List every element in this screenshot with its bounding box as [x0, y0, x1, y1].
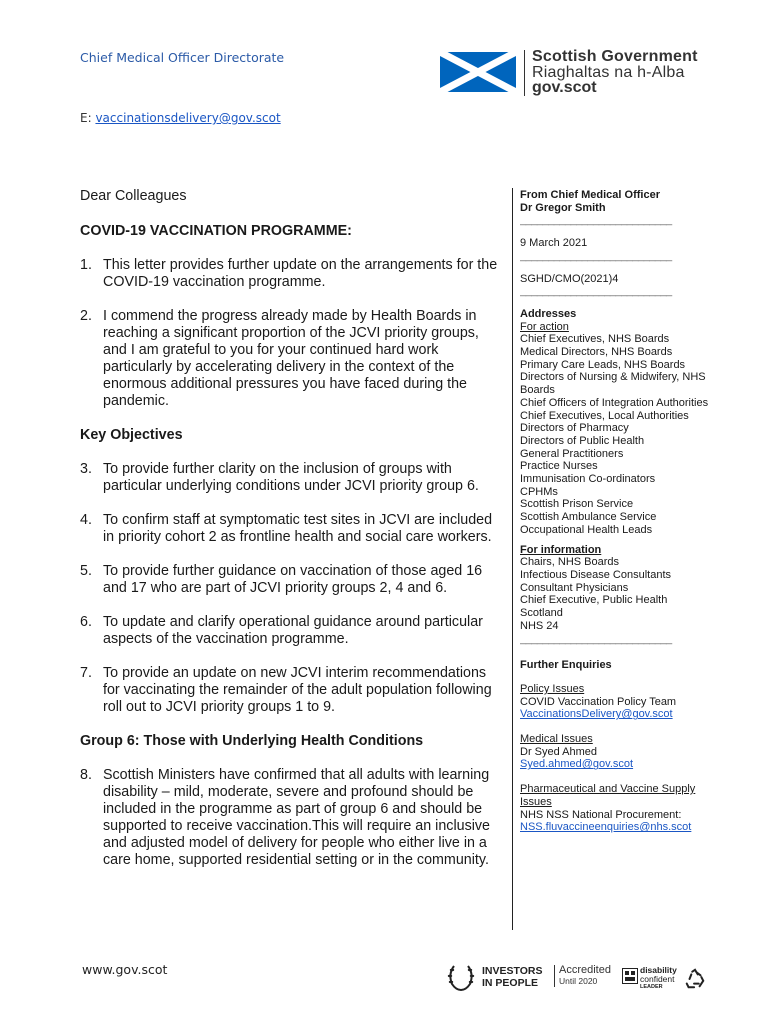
letter-date: 9 March 2021 — [520, 237, 588, 250]
recipient-item: CPHMs — [520, 485, 558, 498]
item-text: To provide an update on new JCVI interim recommendations for vaccinating the remainder of the adult population following roll out to JCVI priority groups 1 to 9. — [103, 665, 492, 715]
divider-rule: ___________________________ — [520, 214, 672, 227]
recipient-item: Primary Care Leads, NHS Boards — [520, 358, 686, 371]
logo-text-english: Scottish Government — [532, 48, 698, 65]
accreditation — [554, 965, 611, 987]
for-information-heading: For information — [520, 543, 602, 556]
medical-contact-name: Dr Syed Ahmed — [520, 745, 598, 758]
directorate-name: Chief Medical Officer Directorate — [80, 50, 285, 65]
recipient-item: Directors of Nursing & Midwifery, NHS Boards — [520, 371, 706, 397]
item-number: 7. — [80, 665, 92, 681]
medical-issues-heading: Medical Issues — [520, 733, 593, 746]
recipient-item: Occupational Health Leads — [520, 523, 653, 536]
disability-confident-tick-icon — [622, 968, 638, 984]
recipient-item: Scottish Prison Service — [520, 498, 634, 511]
for-information-list — [520, 556, 710, 632]
medical-email-link[interactable]: Syed.ahmed@gov.scot — [520, 758, 634, 771]
divider-rule: ___________________________ — [520, 249, 672, 262]
policy-issues-heading: Policy Issues — [520, 682, 585, 695]
list-item — [80, 563, 505, 597]
list-item — [80, 512, 505, 546]
item-text: This letter provides further update on the arrangements for the COVID-19 vaccination programme. — [103, 257, 498, 290]
recipient-item: Infectious Disease Consultants — [520, 568, 672, 581]
for-action-heading: For action — [520, 320, 569, 333]
list-item — [80, 461, 505, 495]
item-number: 4. — [80, 512, 92, 528]
further-enquiries-heading: Further Enquiries — [520, 659, 612, 672]
greeting: Dear Colleagues — [80, 188, 187, 204]
contact-email — [80, 111, 281, 125]
list-item — [80, 257, 505, 291]
pharmaceutical-issues-heading: Pharmaceutical and Vaccine Supply Issues — [520, 783, 696, 808]
list-item — [80, 308, 505, 410]
item-number: 2. — [80, 308, 92, 324]
item-text: Scottish Ministers have confirmed that all adults with learning disability – mild, moderate, severe and profound should be included in the programme as part of group 6 and should be supported to receive vaccination.This will require an inclusive and adjusted model of delivery for people who either live in a care home, supported residential setting or in the community. — [103, 767, 491, 868]
laurel-wreath-icon — [446, 962, 476, 992]
item-number: 8. — [80, 767, 92, 783]
logo-separator — [524, 50, 525, 96]
email-link[interactable]: vaccinationsdelivery@gov.scot — [95, 111, 281, 125]
divider-rule: ___________________________ — [520, 632, 672, 645]
addresses-heading: Addresses — [520, 307, 577, 320]
scottish-government-logo — [440, 48, 710, 98]
recipient-item: Medical Directors, NHS Boards — [520, 346, 673, 359]
recipient-item: Directors of Public Health — [520, 434, 645, 447]
recipient-item: General Practitioners — [520, 447, 624, 460]
divider-rule: ___________________________ — [520, 285, 672, 298]
sidebar — [520, 189, 710, 834]
dc-text-line3: LEADER — [640, 984, 663, 990]
item-text: To provide further guidance on vaccination of those aged 16 and 17 who are part of JCVI priority groups 2, 4 and 6. — [103, 563, 483, 596]
sender-heading: From Chief Medical Officer — [520, 189, 660, 201]
recycle-icon — [684, 968, 706, 990]
policy-email-link[interactable]: VaccinationsDelivery@gov.scot — [520, 708, 673, 721]
recipient-item: Chief Executives, NHS Boards — [520, 333, 670, 346]
letter-title: COVID-19 VACCINATION PROGRAMME: — [80, 223, 352, 239]
sender-name: Dr Gregor Smith — [520, 201, 606, 214]
iip-text-line2: IN PEOPLE — [482, 977, 539, 989]
for-action-list — [520, 333, 710, 536]
recipient-item: Chairs, NHS Boards — [520, 556, 620, 569]
letter-reference: SGHD/CMO(2021)4 — [520, 272, 619, 285]
pharmaceutical-org: NHS NSS National Procurement: — [520, 808, 682, 821]
recipient-item: Chief Officers of Integration Authorities — [520, 396, 709, 409]
item-text: To confirm staff at symptomatic test sites in JCVI are included in priority cohort 2 as frontline health and social care workers. — [103, 512, 493, 545]
item-number: 6. — [80, 614, 92, 630]
pharmaceutical-email-link[interactable]: NSS.fluvaccineenquiries@nhs.scot — [520, 821, 692, 834]
recipient-item: Chief Executive, Public Health Scotland — [520, 594, 668, 620]
accredited-label: Accredited — [559, 964, 611, 976]
investors-in-people-logo — [446, 962, 552, 992]
logo-text-govscot: gov.scot — [532, 79, 597, 96]
section-heading-group-6: Group 6: Those with Underlying Health Conditions — [80, 733, 424, 749]
item-number: 3. — [80, 461, 92, 477]
recipient-item: Directors of Pharmacy — [520, 422, 629, 435]
item-text: I commend the progress already made by Health Boards in reaching a significant proportion of the JCVI priority groups, and I am grateful to you for your continued hard work particularly by accelerating delivery in the context of the enormous additional pressures you have faced during the pandemic. — [103, 308, 479, 409]
item-text: To provide further clarity on the inclusion of groups with particular underlying conditions under JCVI priority group 6. — [103, 461, 479, 494]
email-prefix: E: — [80, 111, 96, 125]
item-number: 1. — [80, 257, 92, 273]
recipient-item: NHS 24 — [520, 619, 559, 632]
recipient-item: Practice Nurses — [520, 460, 598, 473]
list-item — [80, 767, 505, 869]
disability-confident-logo — [622, 966, 678, 994]
recipient-item: Scottish Ambulance Service — [520, 511, 657, 524]
recipient-item: Consultant Physicians — [520, 581, 629, 594]
item-number: 5. — [80, 563, 92, 579]
letter-body — [80, 188, 505, 886]
accredited-until: Until 2020 — [559, 976, 598, 986]
recipient-item: Chief Executives, Local Authorities — [520, 409, 689, 422]
recipient-item: Immunisation Co-ordinators — [520, 473, 656, 486]
iip-text-line1: INVESTORS — [482, 965, 543, 977]
saltire-flag-icon — [440, 52, 516, 92]
policy-team: COVID Vaccination Policy Team — [520, 695, 677, 708]
dc-text-line2: confident — [640, 973, 675, 984]
footer-website: www.gov.scot — [82, 962, 168, 977]
list-item — [80, 614, 505, 648]
dc-text-line1: disability — [640, 965, 677, 975]
column-divider — [512, 188, 513, 930]
section-heading-key-objectives: Key Objectives — [80, 427, 183, 443]
logo-text-gaelic: Riaghaltas na h-Alba — [532, 64, 685, 81]
item-text: To update and clarify operational guidance around particular aspects of the vaccination programme. — [103, 614, 483, 647]
list-item — [80, 665, 505, 716]
